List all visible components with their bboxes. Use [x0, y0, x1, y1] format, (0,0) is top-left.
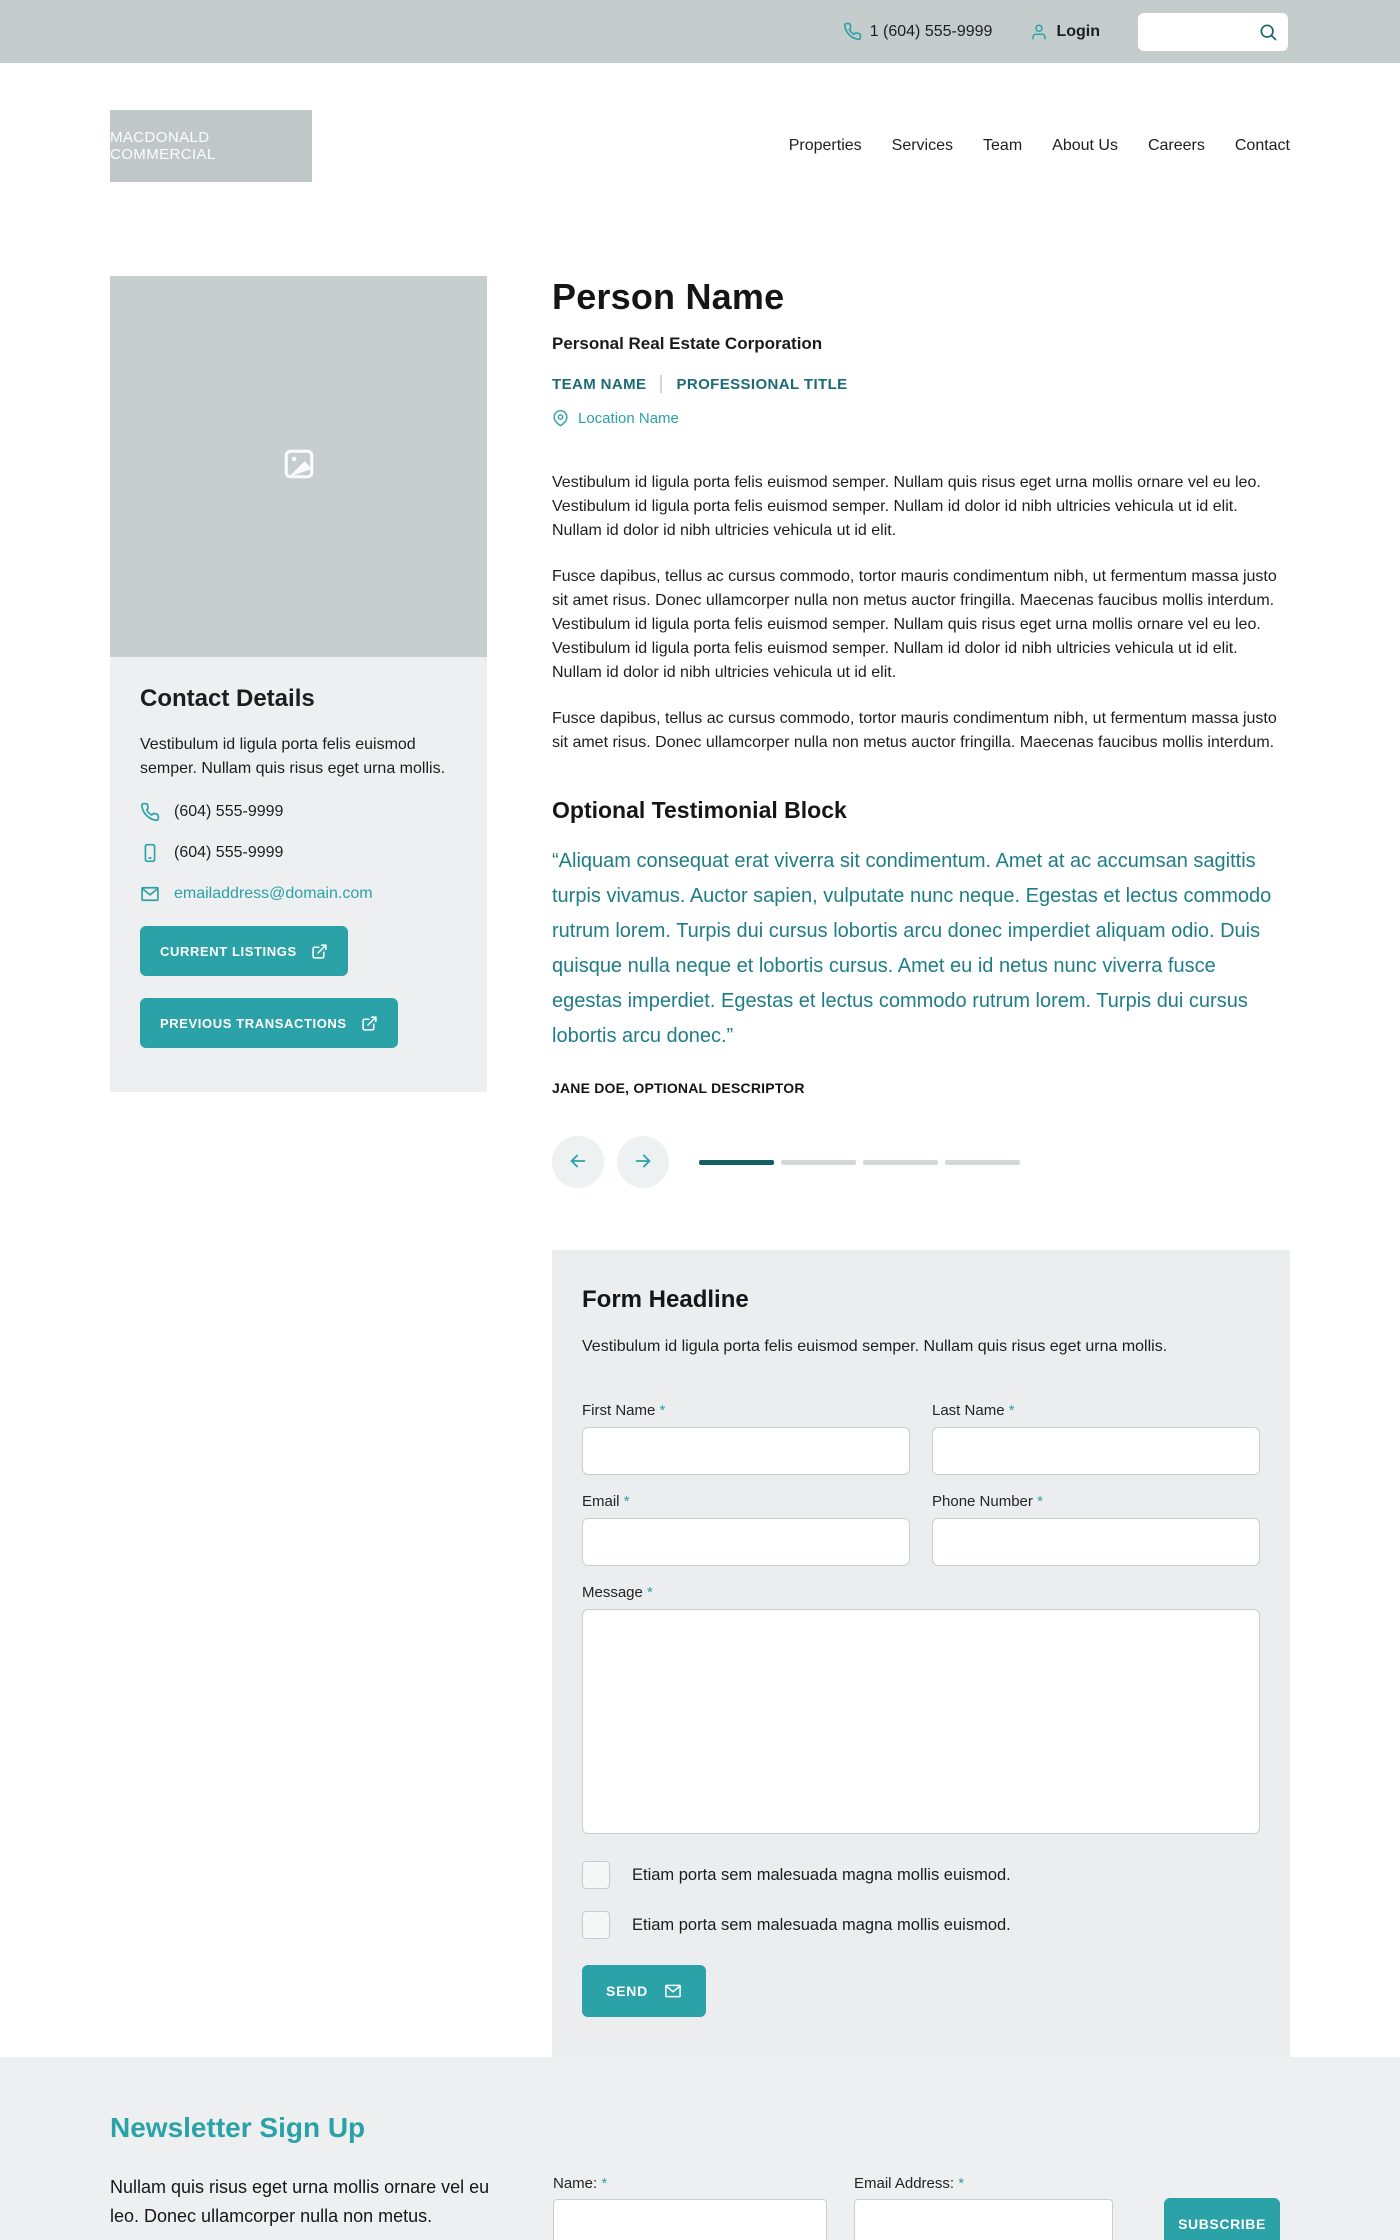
main-nav: [789, 137, 1290, 155]
newsletter-name-label: Name: *: [553, 2175, 608, 2192]
testimonial-attribution: JANE DOE, OPTIONAL DESCRIPTOR: [552, 1080, 805, 1096]
carousel-next-button[interactable]: [617, 1136, 669, 1188]
team-name-label[interactable]: TEAM NAME: [552, 375, 647, 393]
contact-details-heading: Contact Details: [140, 685, 315, 712]
first-name-input[interactable]: [582, 1427, 910, 1475]
required-asterisk: *: [659, 1402, 666, 1419]
external-link-icon: [361, 1015, 378, 1032]
required-asterisk: *: [1008, 1402, 1015, 1419]
nav-item-about-us[interactable]: About Us: [1052, 137, 1118, 154]
testimonial-quote: “Aliquam consequat erat viverra sit condimentum. Amet at ac accumsan sagittis turpis vivamus. Auctor sapien, vulputate nunc neque. Egestas et lectus commodo rutrum lorem. Turpis dui cursus lobortis arcu donec imperdiet aliquam odio. Duis quisque nulla neque et lobortis cursus. Amet eu id netus nunc viverra fusce egestas imperdiet. Egestas et lectus commodo rutrum lorem. Turpis dui cursus lobortis arcu donec.”: [552, 850, 1272, 1047]
consent-label: Etiam porta sem malesuada magna mollis euismod.: [632, 1915, 1011, 1934]
nav-item-services[interactable]: Services: [891, 137, 954, 154]
image-placeholder-icon: [282, 447, 316, 486]
header-phone-number: 1 (604) 555-9999: [869, 22, 993, 40]
first-name-field-group: [582, 1402, 910, 1475]
contact-phone-number: (604) 555-9999: [174, 803, 284, 820]
search-icon[interactable]: [1258, 22, 1278, 47]
nav-item-careers[interactable]: Careers: [1147, 137, 1205, 154]
bio-section: [552, 471, 1290, 755]
required-asterisk: *: [623, 1493, 630, 1510]
contact-phone-row: [140, 802, 457, 822]
required-asterisk: *: [601, 2175, 608, 2192]
newsletter-email-field-group: [854, 2175, 1113, 2240]
phone-input[interactable]: [932, 1518, 1260, 1566]
bio-paragraph: Fusce dapibus, tellus ac cursus commodo, tortor mauris condimentum nibh, ut fermentum massa justo sit amet risus. Donec ullamcorper nulla non metus auctor fringilla. Maecenas faucibus mollis interdum.: [552, 710, 1277, 751]
mail-icon: [140, 884, 160, 904]
carousel-progress-segment[interactable]: [863, 1160, 938, 1165]
contact-details-blurb: Vestibulum id ligula porta felis euismod semper. Nullam quis risus eget urna mollis.: [140, 736, 446, 777]
contact-email-row: [140, 884, 457, 904]
testimonial-heading: Optional Testimonial Block: [552, 797, 847, 823]
consent-checkbox[interactable]: [582, 1861, 610, 1889]
form-headline: Form Headline: [582, 1286, 749, 1313]
subscribe-button[interactable]: SUBSCRIBE: [1164, 2198, 1280, 2240]
newsletter-name-input[interactable]: [553, 2199, 827, 2240]
top-utility-bar: [0, 0, 1400, 63]
phone-icon: [843, 22, 862, 41]
newsletter-heading: Newsletter Sign Up: [110, 2112, 366, 2143]
contact-email-link[interactable]: emailaddress@domain.com: [174, 885, 373, 902]
arrow-right-icon: [632, 1150, 654, 1175]
divider: [660, 375, 662, 393]
message-label: Message *: [582, 1584, 653, 1601]
nav-item-team[interactable]: Team: [983, 137, 1023, 154]
mobile-phone-icon: [140, 843, 160, 863]
company-logo-text: MACDONALD COMMERCIAL: [110, 129, 216, 163]
mail-icon: [664, 1982, 682, 2000]
corporation-subtitle: Personal Real Estate Corporation: [552, 334, 823, 353]
carousel-progress: [699, 1160, 1020, 1165]
profile-content: [552, 276, 1290, 2061]
nav-item-contact[interactable]: Contact: [1234, 137, 1290, 154]
consent-row: [582, 1861, 1260, 1889]
email-field-group: [582, 1493, 910, 1566]
contact-mobile-row: [140, 843, 457, 863]
search-box: [1138, 13, 1288, 51]
first-name-label: First Name *: [582, 1402, 666, 1419]
send-button[interactable]: [582, 1965, 706, 2017]
location-pin-icon: [552, 410, 569, 427]
main-content: [110, 276, 1290, 2061]
newsletter-name-field-group: [553, 2175, 827, 2240]
profile-sidebar: [110, 276, 487, 2061]
location-name: Location Name: [578, 410, 679, 427]
email-label: Email *: [582, 1493, 630, 1510]
last-name-field-group: [932, 1402, 1260, 1475]
email-input[interactable]: [582, 1518, 910, 1566]
phone-label: Phone Number *: [932, 1493, 1043, 1510]
header-phone-link[interactable]: [843, 22, 993, 41]
company-logo[interactable]: [110, 110, 312, 182]
arrow-left-icon: [567, 1150, 589, 1175]
last-name-input[interactable]: [932, 1427, 1260, 1475]
contact-details-panel: [110, 657, 487, 1092]
phone-field-group: [932, 1493, 1260, 1566]
profile-photo-placeholder: [110, 276, 487, 657]
contact-mobile-number: (604) 555-9999: [174, 844, 284, 861]
bio-paragraph: Fusce dapibus, tellus ac cursus commodo, tortor mauris condimentum nibh, ut fermentum massa justo sit amet risus. Donec ullamcorper nulla non metus auctor fringilla. Maecenas faucibus mollis interdum. Vestibulum id ligula porta felis euismod semper. Nullam quis risus eget urna mollis ornare vel eu leo. Vestibulum id ligula porta felis euismod semper. Nullam id dolor id nibh ultricies vehicula ut id elit. Nullam id dolor id nibh ultricies vehicula ut id elit.: [552, 568, 1277, 681]
send-button-label: SEND: [606, 1983, 649, 1999]
previous-transactions-button[interactable]: [140, 998, 398, 1048]
newsletter-blurb: Nullam quis risus eget urna mollis ornare vel eu leo. Donec ullamcorper nulla non metus.: [110, 2177, 490, 2226]
carousel-progress-segment-active[interactable]: [699, 1160, 774, 1165]
carousel-progress-segment[interactable]: [945, 1160, 1020, 1165]
login-button[interactable]: [1030, 23, 1100, 41]
newsletter-section: [0, 2057, 1400, 2240]
carousel-prev-button[interactable]: [552, 1136, 604, 1188]
current-listings-button[interactable]: [140, 926, 348, 976]
required-asterisk: *: [958, 2175, 965, 2192]
external-link-icon: [311, 943, 328, 960]
newsletter-email-input[interactable]: [854, 2199, 1113, 2240]
message-textarea[interactable]: [582, 1609, 1260, 1834]
carousel-progress-segment[interactable]: [781, 1160, 856, 1165]
nav-item-properties[interactable]: Properties: [788, 137, 862, 154]
consent-label: Etiam porta sem malesuada magna mollis euismod.: [632, 1865, 1011, 1884]
newsletter-email-label: Email Address: *: [854, 2175, 965, 2192]
consent-row: [582, 1911, 1260, 1939]
site-header: [0, 63, 1400, 182]
phone-icon: [140, 802, 160, 822]
consent-checkbox[interactable]: [582, 1911, 610, 1939]
required-asterisk: *: [1037, 1493, 1043, 1510]
location-row[interactable]: [552, 410, 1290, 427]
current-listings-label: CURRENT LISTINGS: [160, 943, 297, 959]
message-field-group: [582, 1584, 1260, 1839]
testimonial-carousel: [552, 1136, 1290, 1188]
team-title-row: [552, 375, 1290, 393]
last-name-label: Last Name *: [932, 1402, 1015, 1419]
login-label: Login: [1056, 22, 1100, 40]
bio-paragraph: Vestibulum id ligula porta felis euismod semper. Nullam quis risus eget urna mollis ornare vel eu leo. Vestibulum id ligula porta felis euismod semper. Nullam id dolor id nibh ultricies vehicula ut id elit. Nullam id dolor id nibh ultricies vehicula ut id elit.: [552, 474, 1261, 539]
form-description: Vestibulum id ligula porta felis euismod semper. Nullam quis risus eget urna mollis.: [582, 1338, 1168, 1355]
required-asterisk: *: [647, 1584, 653, 1601]
contact-form-panel: [552, 1250, 1290, 2061]
previous-transactions-label: PREVIOUS TRANSACTIONS: [160, 1015, 347, 1031]
person-name-heading: Person Name: [552, 276, 785, 317]
user-icon: [1030, 23, 1048, 41]
form-fields: [582, 1402, 1260, 1839]
professional-title-label: PROFESSIONAL TITLE: [676, 375, 848, 393]
